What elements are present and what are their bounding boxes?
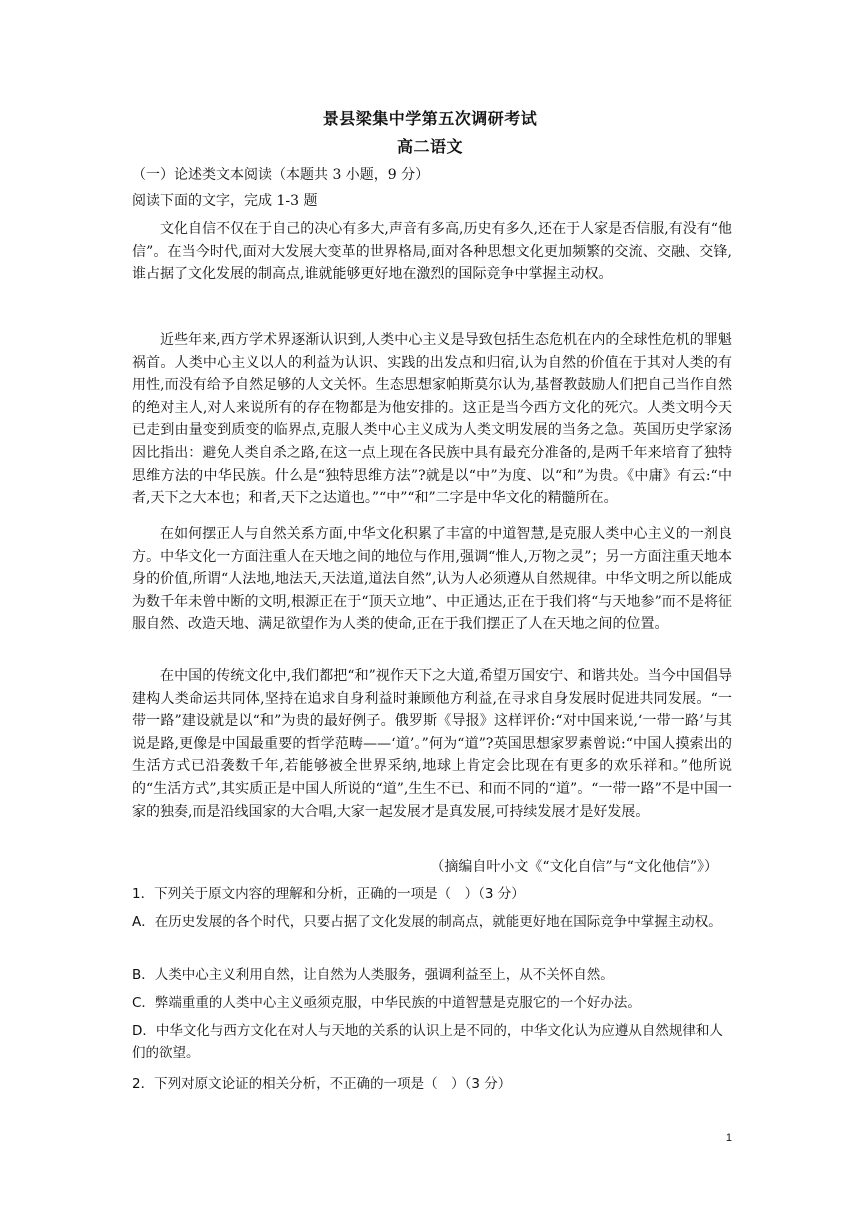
question-2-stem: 2．下列对原文论证的相关分析，不正确的一项是（ ）（3 分） xyxy=(132,1076,512,1092)
reading-instruction: 阅读下面的文字，完成 1-3 题 xyxy=(132,193,318,209)
passage-paragraph-3: 在如何摆正人与自然关系方面,中华文化积累了丰富的中道智慧,是克服人类中心主义的一剂良方。中华文化一方面注重人在天地之间的地位与作用,强调“惟人,万物之灵”；另一方面注重天地本身的价值,所谓“人法地,地法天,天法道,道法自然”,认为人必须遵从自然规律。中华文明之所以能成为数千年未曾中断的文明,根源正在于“顶天立地”、中正通达,正在于我们将“与天地参”而不是将征服自然、改造天地、满足欲望作为人类的使命,正在于我们摆正了人在天地之间的位置。 xyxy=(132,526,732,633)
section-heading: （一）论述类文本阅读（本题共 3 小题，9 分） xyxy=(132,167,430,183)
passage-paragraph-2: 近些年来,西方学术界逐渐认识到,人类中心主义是导致包括生态危机在内的全球性危机的罪魁祸首。人类中心主义以人的利益为认识、实践的出发点和归宿,认为自然的价值在于其对人类的有用性,而没有给予自然足够的人文关怀。生态思想家帕斯莫尔认为,基督教鼓励人们把自己当作自然的绝对主人,对人来说所有的存在物都是为他安排的。这正是当今西方文化的死穴。人类文明今天已走到由量变到质变的临界点,克服人类中心主义成为人类文明发展的当务之急。英国历史学家汤因比指出：避免人类自杀之路,在这一点上现在各民族中具有最充分准备的,是两千年来培育了独特思维方法的中华民族。什么是“独特思维方法”?就是以“中”为度、以“和”为贵。《中庸》有云:“中者,天下之大本也；和者,天下之达道也。”“中”“和”二字是中华文化的精髓所在。 xyxy=(132,332,732,507)
exam-title: 景县梁集中学第五次调研考试 xyxy=(322,109,538,128)
question-1-option-b: B．人类中心主义利用自然，让自然为人类服务，强调利益至上，从不关怀自然。 xyxy=(132,967,614,983)
passage-paragraph-4: 在中国的传统文化中,我们都把“和”视作天下之大道,希望万国安宁、和谐共处。当今中国倡导建构人类命运共同体,坚持在追求自身利益时兼顾他方利益,在寻求自身发展时促进共同发展。“一带一路”建设就是以“和”为贵的最好例子。俄罗斯《导报》这样评价:“对中国来说,‘一带一路’与其说是路,更像是中国最重要的哲学范畴——‘道’。”何为“道”?英国思想家罗素曾说:“中国人摸索出的生活方式已沿袭数千年,若能够被全世界采纳,地球上肯定会比现在有更多的欢乐祥和。”他所说的“生活方式”,其实质正是中国人所说的“道”,生生不已、和而不同的“道”。“一带一路”不是中国一家的独奏,而是沿线国家的大合唱,大家一起发展才是真发展,可持续发展才是好发展。 xyxy=(132,668,732,820)
question-1-stem: 1．下列关于原文内容的理解和分析，正确的一项是（ ）（3 分） xyxy=(132,886,525,902)
question-1-option-a: A．在历史发展的各个时代，只要占据了文化发展的制高点，就能更好地在国际竞争中掌握主动权。 xyxy=(132,914,722,930)
passage-source: （摘编自叶小文《“文化自信”与“文化他信”》） xyxy=(430,859,718,875)
passage-paragraph-1: 文化自信不仅在于自己的决心有多大,声音有多高,历史有多久,还在于人家是否信服,有没有“他信”。在当今时代,面对大发展大变革的世界格局,面对各种思想文化更加频繁的交流、交融、交锋,谁占据了文化发展的制高点,谁就能够更好地在激烈的国际竞争中掌握主动权。 xyxy=(132,221,732,283)
question-1-option-d: D．中华文化与西方文化在对人与天地的关系的认识上是不同的，中华文化认为应遵从自然规律和人们的欲望。 xyxy=(132,1023,723,1061)
question-1-option-c: C．弊端重重的人类中心主义亟须克服，中华民族的中道智慧是克服它的一个好办法。 xyxy=(132,995,641,1011)
exam-subtitle: 高二语文 xyxy=(396,137,463,156)
page-number: 1 xyxy=(725,1132,732,1144)
